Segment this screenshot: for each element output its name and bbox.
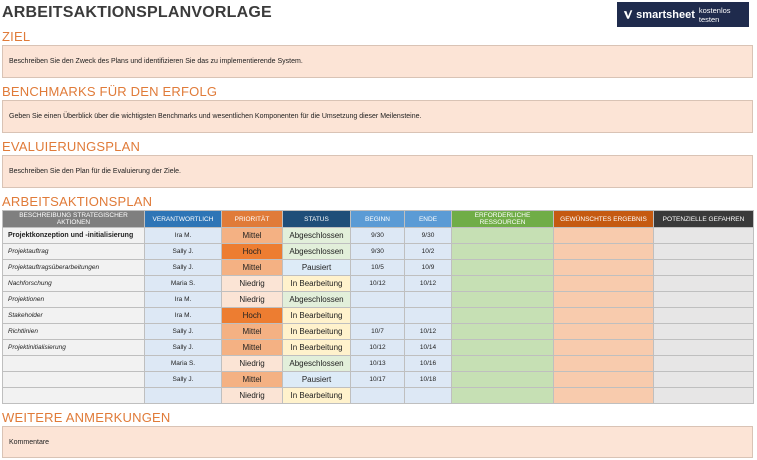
end-date-cell[interactable]: 10/16 — [405, 356, 452, 372]
table-row — [3, 372, 754, 388]
risks-cell[interactable] — [654, 276, 754, 292]
outcome-cell[interactable] — [554, 276, 654, 292]
outcome-cell[interactable] — [554, 324, 654, 340]
risks-cell[interactable] — [654, 356, 754, 372]
status-cell[interactable]: In Bearbeitung — [283, 340, 351, 356]
page-title: ARBEITSAKTIONSPLANVORLAGE — [2, 4, 272, 21]
resources-cell[interactable] — [452, 308, 554, 324]
end-date-cell[interactable] — [405, 388, 452, 404]
table-row — [3, 388, 754, 404]
end-date-cell[interactable]: 10/12 — [405, 276, 452, 292]
col-header-start: BEGINN — [351, 211, 405, 228]
status-cell[interactable]: Abgeschlossen — [283, 356, 351, 372]
start-date-cell[interactable]: 9/30 — [351, 244, 405, 260]
priority-cell[interactable]: Mittel — [222, 372, 283, 388]
start-date-cell[interactable] — [351, 388, 405, 404]
benchmarks-text: Geben Sie einen Überblick über die wichtigsten Benchmarks und wesentlichen Komponenten für die Umsetzung dieser Meilensteine. — [9, 113, 422, 120]
risks-cell[interactable] — [654, 260, 754, 276]
resources-cell[interactable] — [452, 356, 554, 372]
owner-cell[interactable]: Maria S. — [145, 356, 222, 372]
benchmarks-text-field[interactable] — [2, 100, 753, 133]
risks-cell[interactable] — [654, 292, 754, 308]
outcome-cell[interactable] — [554, 340, 654, 356]
plan-heading: ARBEITSAKTIONSPLAN — [2, 194, 153, 209]
resources-cell[interactable] — [452, 276, 554, 292]
resources-cell[interactable] — [452, 372, 554, 388]
action-cell[interactable]: Projektinitialisierung — [3, 340, 145, 356]
risks-cell[interactable] — [654, 372, 754, 388]
outcome-cell[interactable] — [554, 260, 654, 276]
brand-name: smartsheet — [636, 8, 695, 21]
risks-cell[interactable] — [654, 244, 754, 260]
outcome-cell[interactable] — [554, 388, 654, 404]
action-plan-table — [2, 210, 754, 404]
priority-cell[interactable]: Niedrig — [222, 292, 283, 308]
outcome-cell[interactable] — [554, 356, 654, 372]
start-date-cell[interactable]: 10/17 — [351, 372, 405, 388]
owner-cell[interactable]: Sally J. — [145, 324, 222, 340]
outcome-cell[interactable] — [554, 228, 654, 244]
goal-text-field[interactable] — [2, 45, 753, 78]
goal-heading: ZIEL — [2, 29, 31, 44]
goal-text: Beschreiben Sie den Zweck des Plans und identifizieren Sie das zu implementierende System. — [9, 58, 303, 65]
status-cell[interactable]: In Bearbeitung — [283, 276, 351, 292]
priority-cell[interactable]: Mittel — [222, 260, 283, 276]
action-cell[interactable] — [3, 356, 145, 372]
resources-cell[interactable] — [452, 340, 554, 356]
priority-cell[interactable]: Niedrig — [222, 388, 283, 404]
owner-cell[interactable]: Sally J. — [145, 244, 222, 260]
end-date-cell[interactable] — [405, 292, 452, 308]
notes-text: Kommentare — [9, 438, 50, 446]
table-row — [3, 340, 754, 356]
start-date-cell[interactable]: 10/5 — [351, 260, 405, 276]
evaluation-heading: EVALUIERUNGSPLAN — [2, 139, 141, 154]
brand-cta: kostenlos testen — [698, 5, 731, 24]
risks-cell[interactable] — [654, 388, 754, 404]
owner-cell[interactable]: Maria S. — [145, 276, 222, 292]
start-date-cell[interactable]: 9/30 — [351, 228, 405, 244]
status-cell[interactable]: In Bearbeitung — [283, 308, 351, 324]
table-row — [3, 308, 754, 324]
start-date-cell[interactable]: 10/12 — [351, 276, 405, 292]
owner-cell[interactable]: Ira M. — [145, 292, 222, 308]
action-cell[interactable]: Richtlinien — [3, 324, 145, 340]
table-header-row — [3, 211, 754, 228]
priority-cell[interactable]: Mittel — [222, 324, 283, 340]
resources-cell[interactable] — [452, 244, 554, 260]
end-date-cell[interactable]: 10/2 — [405, 244, 452, 260]
col-header-resources: ERFORDERLICHE RESSOURCEN — [452, 211, 554, 228]
status-cell[interactable]: Abgeschlossen — [283, 244, 351, 260]
resources-cell[interactable] — [452, 388, 554, 404]
notes-text-field[interactable] — [2, 426, 753, 458]
table-row — [3, 276, 754, 292]
end-date-cell[interactable]: 10/12 — [405, 324, 452, 340]
risks-cell[interactable] — [654, 340, 754, 356]
status-cell[interactable]: Abgeschlossen — [283, 292, 351, 308]
smartsheet-trial-button[interactable] — [617, 2, 749, 27]
outcome-cell[interactable] — [554, 244, 654, 260]
end-date-cell[interactable] — [405, 308, 452, 324]
end-date-cell[interactable]: 10/18 — [405, 372, 452, 388]
resources-cell[interactable] — [452, 260, 554, 276]
start-date-cell[interactable] — [351, 308, 405, 324]
col-header-status: STATUS — [283, 211, 351, 228]
smartsheet-logo-icon — [623, 9, 633, 20]
table-row — [3, 260, 754, 276]
owner-cell[interactable]: Sally J. — [145, 372, 222, 388]
priority-cell[interactable]: Hoch — [222, 244, 283, 260]
owner-cell[interactable]: Ira M. — [145, 228, 222, 244]
resources-cell[interactable] — [452, 292, 554, 308]
owner-cell[interactable]: Sally J. — [145, 340, 222, 356]
col-header-end: ENDE — [405, 211, 452, 228]
col-header-owner: VERANTWORTLICH — [145, 211, 222, 228]
start-date-cell[interactable]: 10/13 — [351, 356, 405, 372]
table-body — [3, 228, 754, 404]
action-cell[interactable]: Stakeholder — [3, 308, 145, 324]
owner-cell[interactable]: Sally J. — [145, 260, 222, 276]
start-date-cell[interactable]: 10/12 — [351, 340, 405, 356]
end-date-cell[interactable]: 9/30 — [405, 228, 452, 244]
outcome-cell[interactable] — [554, 292, 654, 308]
action-cell[interactable] — [3, 388, 145, 404]
col-header-risks: POTENZIELLE GEFAHREN — [654, 211, 754, 228]
outcome-cell[interactable] — [554, 308, 654, 324]
action-cell[interactable]: Projektionen — [3, 292, 145, 308]
status-cell[interactable]: Pausiert — [283, 372, 351, 388]
start-date-cell[interactable]: 10/7 — [351, 324, 405, 340]
outcome-cell[interactable] — [554, 372, 654, 388]
risks-cell[interactable] — [654, 228, 754, 244]
benchmarks-heading: BENCHMARKS FÜR DEN ERFOLG — [2, 84, 218, 99]
priority-cell[interactable]: Hoch — [222, 308, 283, 324]
action-cell[interactable]: Nachforschung — [3, 276, 145, 292]
action-cell[interactable]: Projektkonzeption und -initialisierung — [3, 228, 145, 244]
status-cell[interactable]: In Bearbeitung — [283, 324, 351, 340]
notes-heading: WEITERE ANMERKUNGEN — [2, 410, 171, 425]
evaluation-text: Beschreiben Sie den Plan für die Evaluierung der Ziele. — [9, 168, 181, 175]
end-date-cell[interactable]: 10/9 — [405, 260, 452, 276]
risks-cell[interactable] — [654, 324, 754, 340]
col-header-outcome: GEWÜNSCHTES ERGEBNIS — [554, 211, 654, 228]
priority-cell[interactable]: Niedrig — [222, 276, 283, 292]
resources-cell[interactable] — [452, 324, 554, 340]
action-cell[interactable] — [3, 372, 145, 388]
table-row — [3, 228, 754, 244]
risks-cell[interactable] — [654, 308, 754, 324]
owner-cell[interactable] — [145, 388, 222, 404]
action-cell[interactable]: Projektauftragsüberarbeitungen — [3, 260, 145, 276]
priority-cell[interactable]: Mittel — [222, 340, 283, 356]
evaluation-text-field[interactable] — [2, 155, 753, 188]
priority-cell[interactable]: Niedrig — [222, 356, 283, 372]
status-cell[interactable]: In Bearbeitung — [283, 388, 351, 404]
owner-cell[interactable]: Ira M. — [145, 308, 222, 324]
table-row — [3, 324, 754, 340]
status-cell[interactable]: Abgeschlossen — [283, 228, 351, 244]
end-date-cell[interactable]: 10/14 — [405, 340, 452, 356]
table-row — [3, 356, 754, 372]
table-row — [3, 292, 754, 308]
action-cell[interactable]: Projektauftrag — [3, 244, 145, 260]
col-header-action: BESCHREIBUNG STRATEGISCHER AKTIONEN — [3, 211, 145, 228]
table-row — [3, 244, 754, 260]
status-cell[interactable]: Pausiert — [283, 260, 351, 276]
resources-cell[interactable] — [452, 228, 554, 244]
priority-cell[interactable]: Mittel — [222, 228, 283, 244]
start-date-cell[interactable] — [351, 292, 405, 308]
col-header-priority: PRIORITÄT — [222, 211, 283, 228]
